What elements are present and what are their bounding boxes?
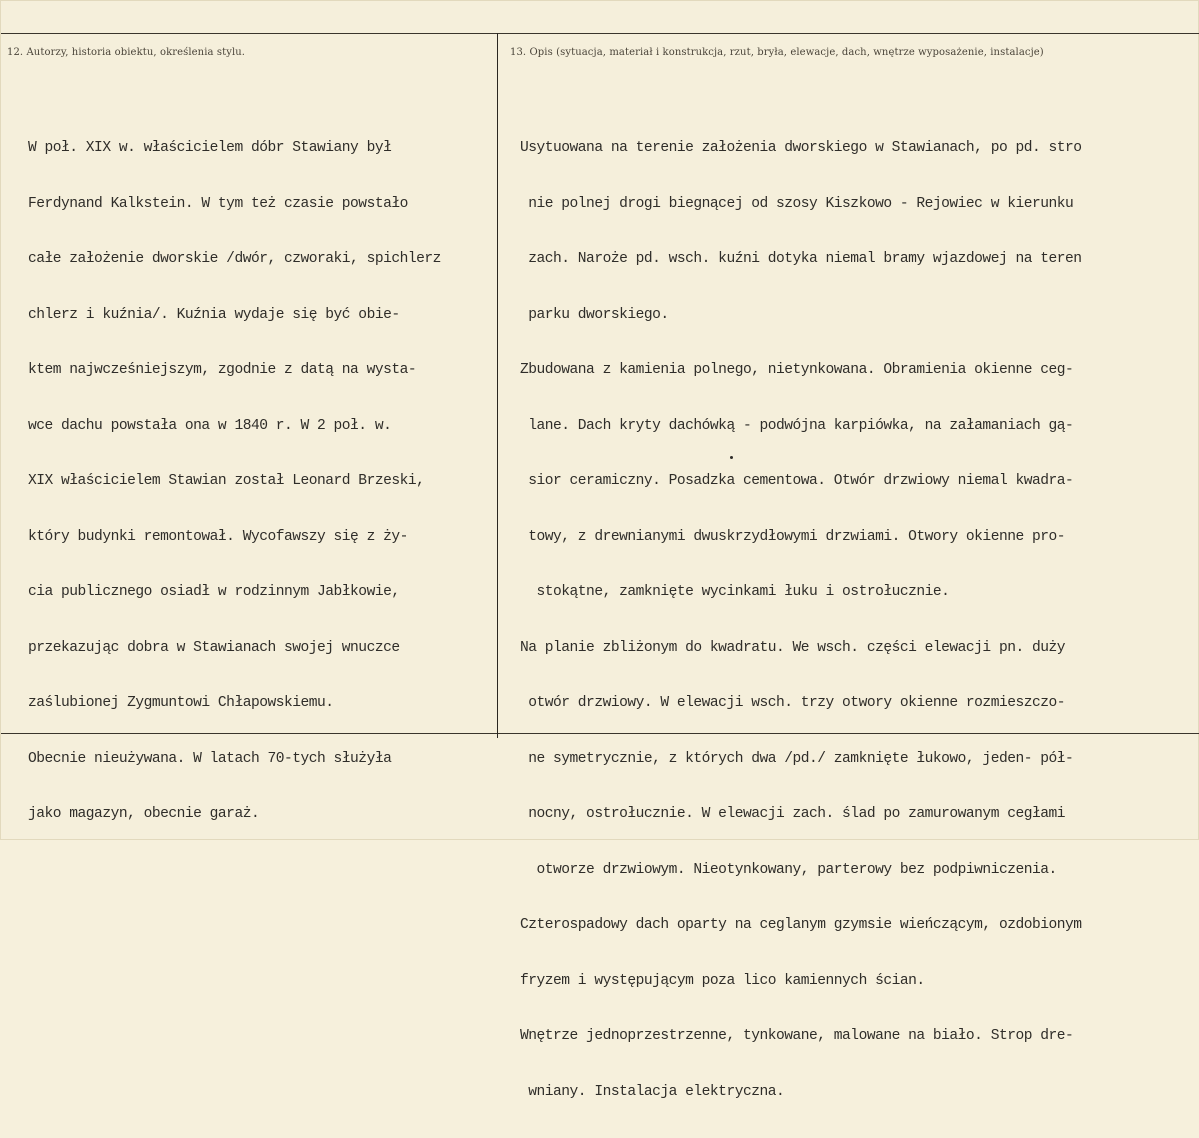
- description-line: wniany. Instalacja elektryczna.: [520, 1083, 785, 1100]
- description-line: lane. Dach kryty dachówką - podwójna karpiówka, na załamaniach gą-: [520, 417, 1074, 434]
- ink-speck: [730, 456, 733, 459]
- section-12-label: 12. Autorzy, historia obiektu, określenia stylu.: [7, 47, 246, 58]
- history-line: chlerz i kuźnia/. Kuźnia wydaje się być obie-: [28, 306, 400, 323]
- history-line: całe założenie dworskie /dwór, czworaki, spichlerz: [28, 251, 441, 267]
- description-line: fryzem i występującym poza lico kamiennych ścian.: [520, 972, 925, 989]
- history-line: który budynki remontował. Wycofawszy się z ży-: [28, 528, 408, 545]
- description-line: nocny, ostrołucznie. W elewacji zach. ślad po zamurowanym cegłami: [520, 806, 1066, 822]
- description-line: towy, z drewnianymi dwuskrzydłowymi drzwiami. Otwory okienne pro-: [520, 528, 1066, 545]
- description-line: Wnętrze jednoprzestrzenne, tynkowane, malowane na biało. Strop dre-: [520, 1028, 1074, 1044]
- description-line: parku dworskiego.: [520, 306, 669, 323]
- description-line: otworze drzwiowym. Nieotynkowany, parterowy bez podpiwniczenia.: [520, 861, 1057, 878]
- top-rule: [1, 33, 1199, 34]
- description-line: Zbudowana z kamienia polnego, nietynkowana. Obramienia okienne ceg-: [520, 362, 1074, 378]
- description-text: [520, 102, 1082, 1138]
- history-line: W poł. XIX w. właścicielem dóbr Stawiany był: [28, 140, 392, 156]
- history-line: XIX właścicielem Stawian został Leonard Brzeski,: [28, 473, 425, 489]
- description-line: Usytuowana na terenie założenia dworskiego w Stawianach, po pd. stro: [520, 140, 1082, 156]
- history-line: przekazując dobra w Stawianach swojej wnuczce: [28, 639, 400, 656]
- history-line: wce dachu powstała ona w 1840 r. W 2 poł. w.: [28, 417, 392, 434]
- history-line: zaślubionej Zygmuntowi Chłapowskiemu.: [28, 695, 334, 711]
- history-line: Ferdynand Kalkstein. W tym też czasie powstało: [28, 195, 408, 212]
- description-line: Czterospadowy dach oparty na ceglanym gzymsie wieńczącym, ozdobionym: [520, 917, 1082, 933]
- description-line: sior ceramiczny. Posadzka cementowa. Otwór drzwiowy niemal kwadra-: [520, 473, 1074, 489]
- description-line: zach. Naroże pd. wsch. kuźni dotyka niemal bramy wjazdowej na teren: [520, 251, 1082, 267]
- history-line: ktem najwcześniejszym, zgodnie z datą na wysta-: [28, 362, 417, 378]
- description-line: stokątne, zamknięte wycinkami łuku i ostrołucznie.: [520, 584, 950, 600]
- column-divider: [497, 33, 498, 738]
- history-line: jako magazyn, obecnie garaż.: [28, 806, 260, 822]
- history-line: cia publicznego osiadł w rodzinnym Jabłkowie,: [28, 584, 400, 600]
- history-text: [28, 102, 441, 861]
- description-line: ne symetrycznie, z których dwa /pd./ zamknięte łukowo, jeden- pół-: [520, 750, 1074, 767]
- description-line: nie polnej drogi biegnącej od szosy Kiszkowo - Rejowiec w kierunku: [520, 195, 1074, 212]
- description-line: otwór drzwiowy. W elewacji wsch. trzy otwory okienne rozmieszczo-: [520, 695, 1066, 711]
- section-13-label: 13. Opis (sytuacja, materiał i konstrukcja, rzut, bryła, elewacje, dach, wnętrze wyposażenie, instalacje): [510, 47, 1044, 58]
- description-line: Na planie zbliżonym do kwadratu. We wsch. części elewacji pn. duży: [520, 639, 1066, 656]
- history-line: Obecnie nieużywana. W latach 70-tych służyła: [28, 750, 392, 767]
